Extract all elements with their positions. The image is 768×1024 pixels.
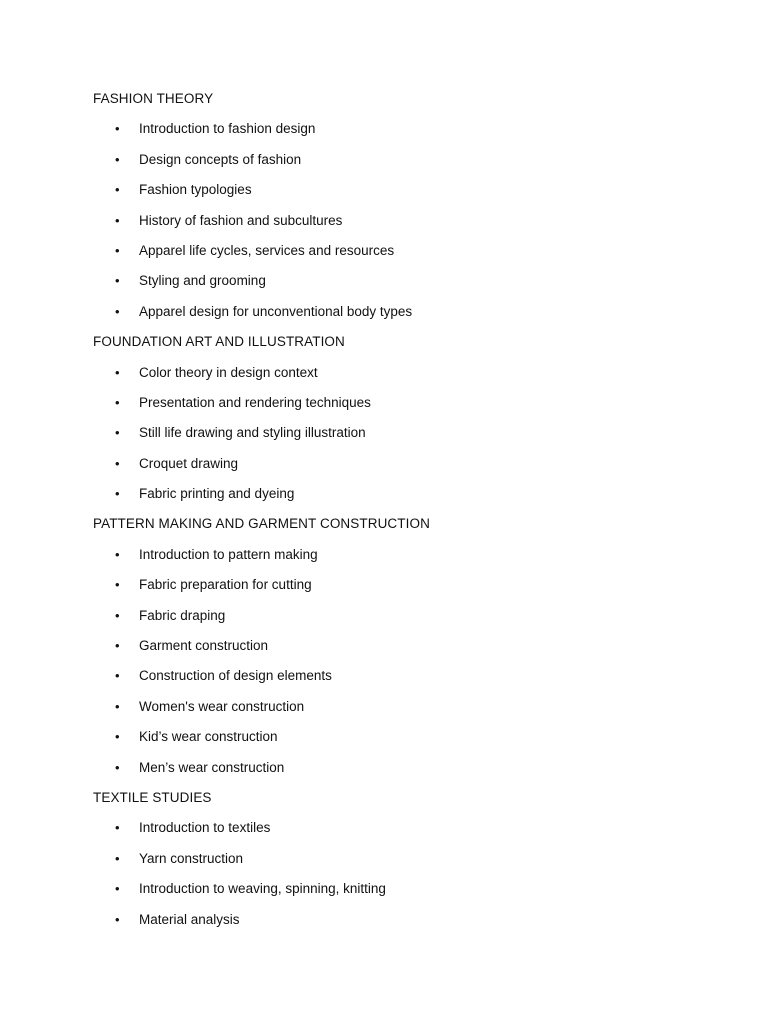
list-item-text: Construction of design elements bbox=[139, 668, 332, 684]
list-item bbox=[93, 692, 713, 722]
bullet-icon: • bbox=[115, 455, 120, 471]
section-foundation-art bbox=[93, 327, 713, 509]
bullet-icon: • bbox=[115, 486, 120, 502]
bullet-icon: • bbox=[115, 638, 120, 654]
list-item-text: Apparel design for unconventional body types bbox=[139, 303, 413, 319]
list-item bbox=[93, 114, 713, 144]
list-item-text: Design concepts of fashion bbox=[139, 151, 302, 167]
list-item-text: Introduction to weaving, spinning, knitting bbox=[139, 881, 386, 897]
bullet-icon: • bbox=[115, 242, 120, 258]
list-item bbox=[93, 449, 713, 479]
bullet-icon: • bbox=[115, 273, 120, 289]
list-item bbox=[93, 874, 713, 904]
list-item-text: Color theory in design context bbox=[139, 364, 318, 380]
list-item bbox=[93, 661, 713, 691]
list-item-text: Styling and grooming bbox=[139, 273, 266, 289]
list-item bbox=[93, 388, 713, 418]
list-item-text: Introduction to pattern making bbox=[139, 546, 318, 562]
list-item bbox=[93, 631, 713, 661]
list-item bbox=[93, 601, 713, 631]
list-item bbox=[93, 813, 713, 843]
list-item bbox=[93, 236, 713, 266]
list-item-text: Men’s wear construction bbox=[139, 759, 285, 775]
section-pattern-making bbox=[93, 509, 713, 783]
list-item-text: Presentation and rendering techniques bbox=[139, 394, 371, 410]
bullet-icon: • bbox=[115, 911, 120, 927]
list-item-text: History of fashion and subcultures bbox=[139, 212, 343, 228]
list-item bbox=[93, 206, 713, 236]
list-item-text: Yarn construction bbox=[139, 850, 244, 866]
bullet-icon: • bbox=[115, 546, 120, 562]
list-item-text: Apparel life cycles, services and resources bbox=[139, 242, 395, 258]
bullet-icon: • bbox=[115, 607, 120, 623]
list-item bbox=[93, 145, 713, 175]
list-item bbox=[93, 570, 713, 600]
list-item-text: Fabric preparation for cutting bbox=[139, 577, 312, 593]
list-item-text: Fashion typologies bbox=[139, 182, 252, 198]
bullet-icon: • bbox=[115, 212, 120, 228]
section-heading: FOUNDATION ART AND ILLUSTRATION bbox=[93, 334, 345, 350]
list-item bbox=[93, 753, 713, 783]
list-item-text: Women's wear construction bbox=[139, 698, 305, 714]
list-item bbox=[93, 905, 713, 935]
bullet-icon: • bbox=[115, 729, 120, 745]
list-item-text: Garment construction bbox=[139, 638, 269, 654]
list-item-text: Fabric printing and dyeing bbox=[139, 486, 295, 502]
bullet-icon: • bbox=[115, 759, 120, 775]
list-item-text: Introduction to textiles bbox=[139, 820, 271, 836]
section-heading: FASHION THEORY bbox=[93, 91, 214, 106]
bullet-icon: • bbox=[115, 121, 120, 137]
list-item-text: Material analysis bbox=[139, 911, 240, 927]
list-item-text: Fabric draping bbox=[139, 607, 226, 623]
list-item-text: Kid’s wear construction bbox=[139, 729, 278, 745]
section-fashion-theory bbox=[93, 84, 713, 327]
bullet-icon: • bbox=[115, 182, 120, 198]
list-item bbox=[93, 175, 713, 205]
list-item bbox=[93, 540, 713, 570]
list-item bbox=[93, 358, 713, 388]
bullet-icon: • bbox=[115, 577, 120, 593]
bullet-icon: • bbox=[115, 668, 120, 684]
section-heading: TEXTILE STUDIES bbox=[93, 789, 212, 805]
list-item bbox=[93, 266, 713, 296]
bullet-icon: • bbox=[115, 425, 120, 441]
bullet-icon: • bbox=[115, 303, 120, 319]
bullet-icon: • bbox=[115, 850, 120, 866]
bullet-icon: • bbox=[115, 364, 120, 380]
bullet-icon: • bbox=[115, 151, 120, 167]
bullet-icon: • bbox=[115, 881, 120, 897]
section-heading: PATTERN MAKING AND GARMENT CONSTRUCTION bbox=[93, 516, 430, 532]
list-item-text: Introduction to fashion design bbox=[139, 121, 316, 137]
list-item bbox=[93, 722, 713, 752]
list-item-text: Still life drawing and styling illustration bbox=[139, 425, 366, 441]
section-textile-studies bbox=[93, 783, 713, 935]
bullet-icon: • bbox=[115, 394, 120, 410]
list-item bbox=[93, 297, 713, 327]
bullet-icon: • bbox=[115, 698, 120, 714]
bullet-icon: • bbox=[115, 820, 120, 836]
list-item-text: Croquet drawing bbox=[139, 455, 239, 471]
document-content bbox=[93, 84, 713, 935]
list-item bbox=[93, 418, 713, 448]
list-item bbox=[93, 844, 713, 874]
list-item bbox=[93, 479, 713, 509]
